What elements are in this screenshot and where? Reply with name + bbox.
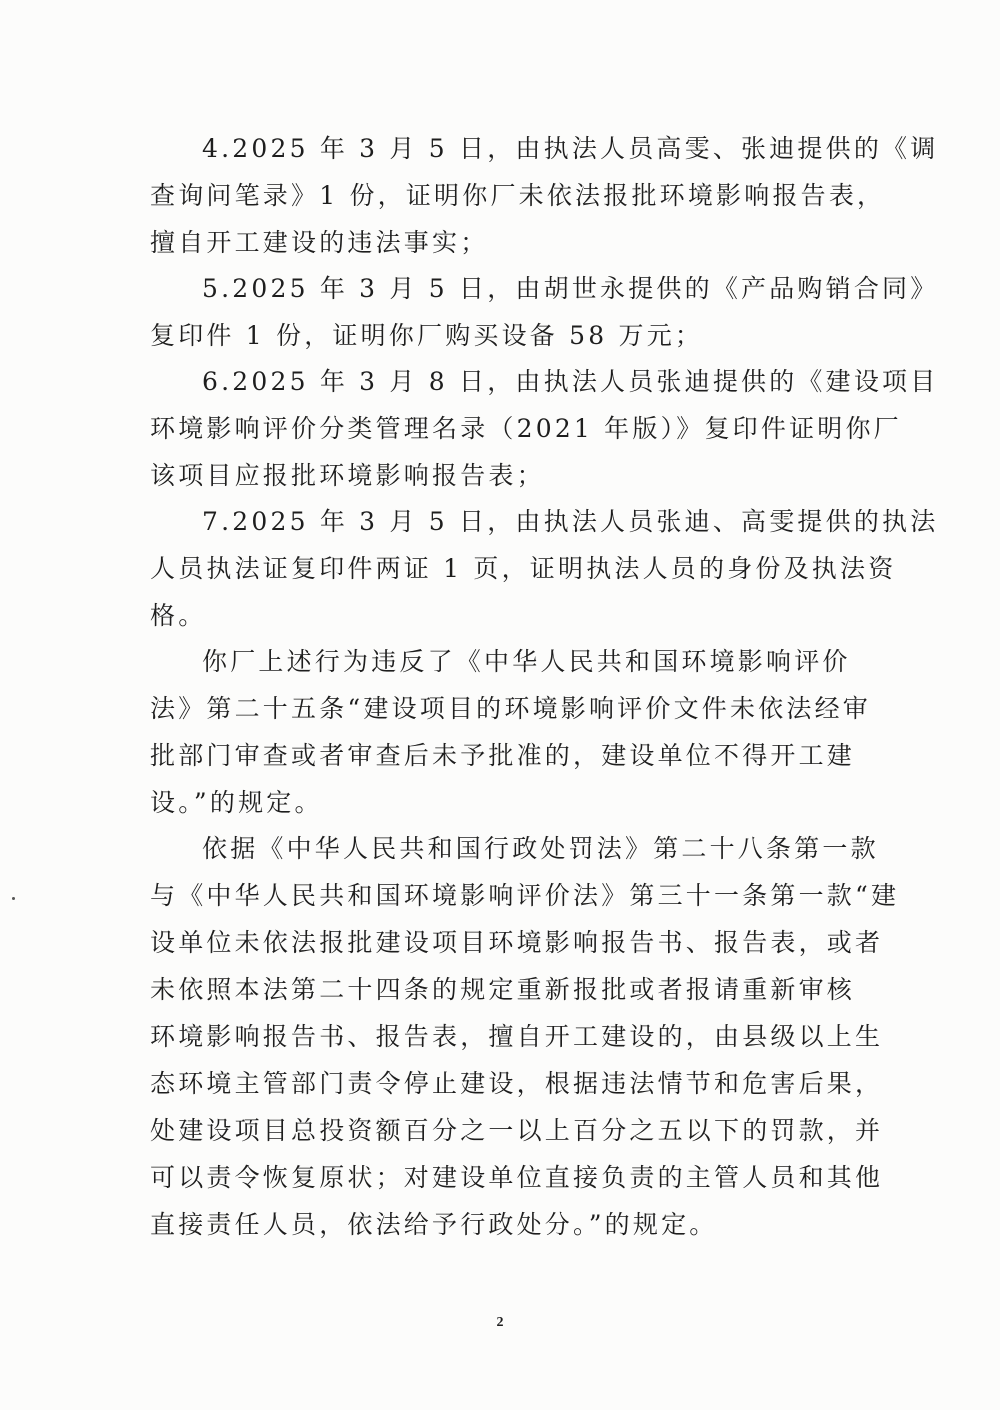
text-line: 批部门审查或者审查后未予批准的，建设单位不得开工建 <box>150 741 856 770</box>
text-line: 处建设项目总投资额百分之一以上百分之五以下的罚款，并 <box>150 1116 884 1145</box>
paragraph-legal-basis <box>150 825 900 1248</box>
text-line: 复印件 1 份，证明你厂购买设备 58 万元； <box>150 321 704 350</box>
text-line: 查询问笔录》1 份，证明你厂未依法报批环境影响报告表， <box>150 181 886 210</box>
text-line: 格。 <box>150 601 207 630</box>
text-line: 可以责令恢复原状；对建设单位直接负责的主管人员和其他 <box>150 1163 884 1192</box>
text-line: 擅自开工建设的违法事实； <box>150 228 489 257</box>
text-line: 法》第二十五条“建设项目的环境影响评价文件未依法经审 <box>150 694 871 723</box>
text-line: 你厂上述行为违反了《中华人民共和国环境影响评价 <box>202 647 851 676</box>
text-line: 人员执法证复印件两证 1 页，证明执法人员的身份及执法资 <box>150 554 897 583</box>
text-line: 态环境主管部门责令停止建设，根据违法情节和危害后果， <box>150 1069 884 1098</box>
paragraph-evidence-4 <box>150 125 939 266</box>
paragraph-evidence-5 <box>150 265 939 359</box>
text-line: 直接责任人员，依法给予行政处分。”的规定。 <box>150 1210 718 1239</box>
text-line: 6.2025 年 3 月 8 日，由执法人员张迪提供的《建设项目 <box>202 367 939 396</box>
text-line: 设。”的规定。 <box>150 788 323 817</box>
text-line: 环境影响报告书、报告表，擅自开工建设的，由县级以上生 <box>150 1022 884 1051</box>
text-line: 5.2025 年 3 月 5 日，由胡世永提供的《产品购销合同》 <box>202 274 939 303</box>
page-number: 2 <box>496 1315 504 1330</box>
text-line: 环境影响评价分类管理名录（2021 年版）》复印件证明你厂 <box>150 414 902 443</box>
scan-speck <box>12 897 15 900</box>
text-line: 设单位未依法报批建设项目环境影响报告书、报告表，或者 <box>150 928 884 957</box>
paragraph-evidence-7 <box>150 498 939 639</box>
paragraph-evidence-6 <box>150 358 939 499</box>
paragraph-violation <box>150 638 871 826</box>
text-line: 该项目应报批环境影响报告表； <box>150 461 545 490</box>
text-line: 依据《中华人民共和国行政处罚法》第二十八条第一款 <box>202 834 879 863</box>
text-line: 与《中华人民共和国环境影响评价法》第三十一条第一款“建 <box>150 881 900 910</box>
text-line: 7.2025 年 3 月 5 日，由执法人员张迪、高雯提供的执法 <box>202 507 939 536</box>
text-line: 4.2025 年 3 月 5 日，由执法人员高雯、张迪提供的《调 <box>202 134 939 163</box>
text-line: 未依照本法第二十四条的规定重新报批或者报请重新审核 <box>150 975 856 1004</box>
